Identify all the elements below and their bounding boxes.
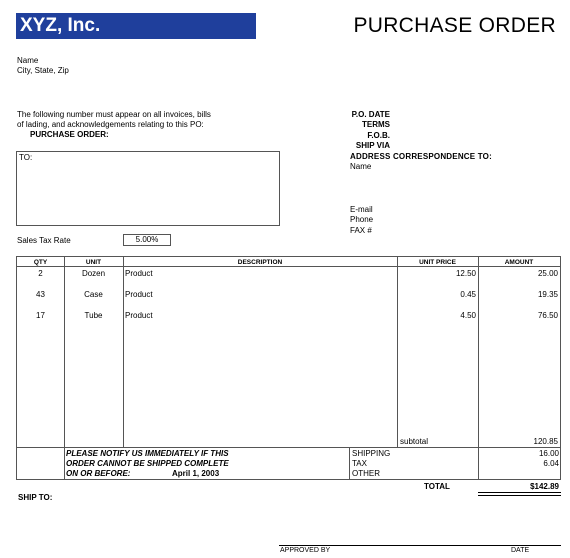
notify-line-2: ORDER CANNOT BE SHIPPED COMPLETE [66,459,229,468]
po-date-label: P.O. DATE [351,110,390,119]
header-description: DESCRIPTION [237,259,283,266]
company-logo: XYZ, Inc. [16,13,256,39]
to-label: TO: [19,153,33,162]
company-contact-name: Name [17,56,39,65]
line-items-table [16,256,561,448]
notify-line-1: PLEASE NOTIFY US IMMEDIATELY IF THIS [66,449,229,458]
total-value: $142.89 [530,482,559,491]
row-1-unit-price: 12.50 [455,269,476,278]
date-label: DATE [511,547,530,554]
total-label: TOTAL [424,482,450,491]
approved-by-label: APPROVED BY [280,547,331,554]
row-1-description: Product [125,269,153,278]
ship-via-label: SHIP VIA [355,141,390,150]
shipping-label: SHIPPING [352,449,391,458]
row-1-qty: 2 [38,269,43,278]
row-1-amount: 25.00 [537,269,558,278]
sales-tax-field[interactable]: 5.00% [123,234,171,246]
header-qty: QTY [33,259,48,266]
row-2-unit: Case [84,290,103,299]
fob-label: F.O.B. [367,131,390,140]
subtotal-label: subtotal [400,437,429,446]
sales-tax-label: Sales Tax Rate [17,236,71,245]
document-title: PURCHASE ORDER [353,14,556,37]
notice-line-1: The following number must appear on all invoices, bills [17,110,211,119]
row-1-unit: Dozen [81,269,106,278]
row-3-unit-price: 4.50 [460,311,476,320]
total-double-underline [478,492,561,496]
shipping-value: 16.00 [538,449,559,458]
row-2-amount: 19.35 [537,290,558,299]
approval-line [279,545,561,546]
notify-line-3: ON OR BEFORE: [66,469,131,478]
correspondence-email: E-mail [350,205,373,214]
terms-label: TERMS [362,120,390,129]
header-unit: UNIT [85,259,102,266]
company-city-state-zip: City, State, Zip [17,66,69,75]
row-3-description: Product [125,311,153,320]
tax-value: 6.04 [543,459,559,468]
row-2-qty: 43 [36,290,45,299]
other-label: OTHER [352,469,380,478]
row-3-unit: Tube [84,311,103,320]
ship-to-label: SHIP TO: [18,493,53,502]
ship-by-date: April 1, 2003 [172,469,220,478]
po-number-label: PURCHASE ORDER: [30,130,109,139]
header-unit-price: UNIT PRICE [419,259,456,266]
header-amount: AMOUNT [504,259,534,266]
tax-label: TAX [352,459,367,468]
correspondence-fax: FAX # [350,226,372,235]
row-3-qty: 17 [36,311,45,320]
to-address-box[interactable] [16,151,280,226]
address-correspondence-label: ADDRESS CORRESPONDENCE TO: [350,152,492,161]
row-3-amount: 76.50 [537,311,558,320]
subtotal-value: 120.85 [533,437,558,446]
row-2-unit-price: 0.45 [460,290,476,299]
correspondence-phone: Phone [350,215,374,224]
row-2-description: Product [125,290,153,299]
correspondence-name: Name [350,162,372,171]
notice-line-2: of lading, and acknowledgements relating to this PO: [17,120,204,129]
